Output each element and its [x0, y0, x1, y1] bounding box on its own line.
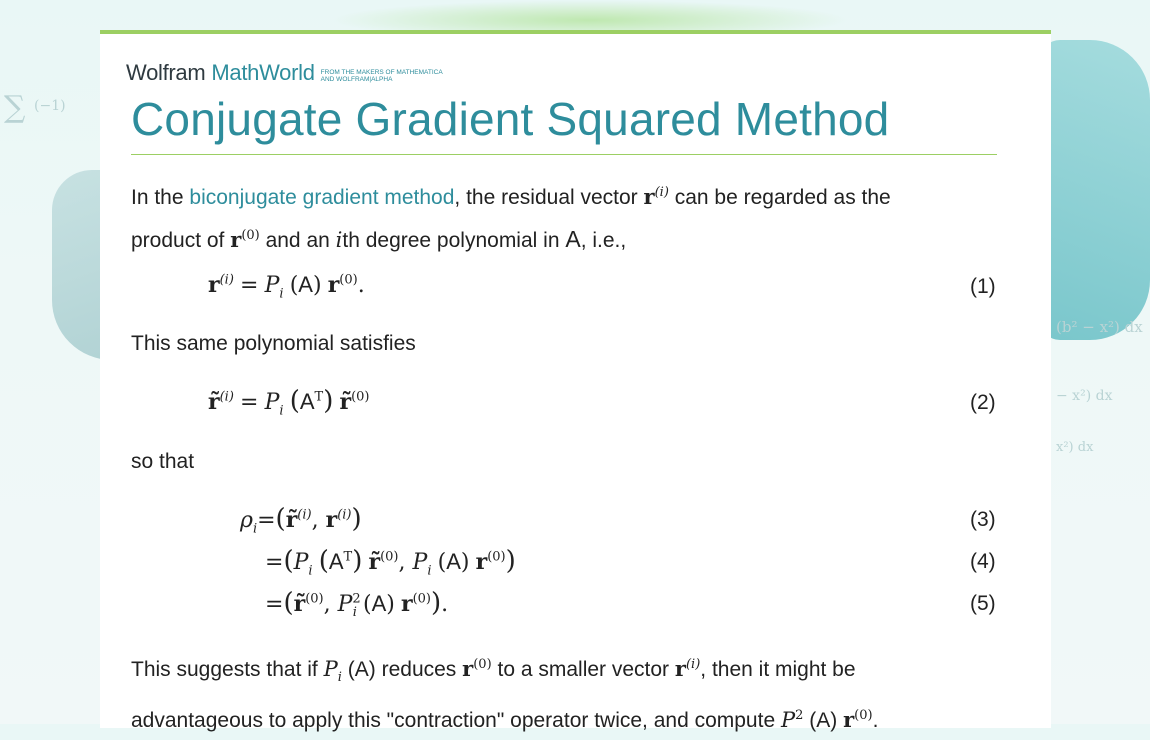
paren-open: (	[318, 546, 329, 576]
background-shape-right	[1040, 40, 1150, 340]
paren-close: )	[431, 588, 442, 618]
math-r-tilde: r̃	[339, 389, 352, 415]
background-formula-term: (−1)	[34, 98, 66, 114]
math-r: r	[475, 549, 488, 575]
math-A: A	[354, 658, 369, 681]
math-A: A	[298, 272, 313, 297]
link-biconjugate-gradient-method[interactable]: biconjugate gradient method	[189, 186, 455, 209]
math-A: A	[565, 226, 581, 252]
comma: ,	[398, 550, 413, 575]
equation-number-1: (1)	[970, 275, 996, 298]
math-sub-i: i	[427, 563, 432, 579]
paragraph-intro	[131, 174, 1011, 260]
title-divider	[131, 154, 997, 155]
math-r-tilde: r̃	[208, 389, 220, 415]
paren-open: (	[283, 546, 294, 576]
math-sup-i: (i)	[337, 507, 352, 523]
paren-close: )	[505, 546, 516, 576]
math-A: A	[446, 549, 461, 574]
paragraph-so-that: so that	[131, 450, 195, 473]
math-r: r	[325, 507, 338, 533]
contraction-text-6: .	[872, 709, 879, 733]
paren-close: )	[460, 550, 470, 575]
math-sup-0: (0)	[473, 657, 492, 672]
paren-open: (	[283, 588, 294, 618]
math-r: r	[401, 591, 413, 617]
math-P: P	[264, 390, 280, 415]
math-P: P	[264, 273, 280, 298]
equals-sign: =	[240, 273, 259, 298]
math-sub-i: i	[252, 521, 258, 537]
paren-open: (	[347, 658, 355, 681]
paragraph-polynomial: This same polynomial satisfies	[131, 332, 416, 355]
equation-3	[240, 504, 362, 536]
paren-open: (	[289, 386, 300, 416]
math-sup-0: (0)	[854, 708, 873, 724]
contraction-text-4: , then it might be	[700, 658, 856, 681]
math-A: A	[299, 389, 315, 414]
logo-tagline-line1: FROM THE MAKERS OF MATHEMATICA	[320, 69, 443, 76]
logo-tagline	[321, 69, 443, 83]
intro-text-5: and an	[259, 229, 336, 252]
math-A: A	[816, 709, 831, 733]
equation-5	[265, 588, 448, 620]
intro-text-4: product of	[131, 229, 231, 252]
period: .	[357, 273, 365, 298]
background-integral-1: (b² − x²) dx	[1056, 318, 1143, 336]
math-sub-i: i	[337, 670, 342, 686]
paren-open: (	[289, 273, 299, 298]
math-r: r	[674, 656, 686, 681]
equation-number-3: (3)	[970, 508, 996, 531]
equation-2	[208, 386, 370, 418]
paren-open: (	[437, 550, 447, 575]
intro-text-6: th degree polynomial in	[342, 229, 566, 252]
background-formula-sum: ∑	[4, 90, 26, 125]
math-sup-0: (0)	[241, 228, 260, 243]
math-P: P	[293, 550, 309, 575]
intro-text-3: can be regarded as the	[668, 186, 891, 209]
equals-sign: =	[265, 550, 284, 575]
logo-mathworld: MathWorld	[211, 60, 315, 85]
math-sub-i: i	[279, 286, 284, 302]
math-r: r	[208, 272, 220, 298]
math-P: P	[337, 592, 353, 617]
math-r: r	[230, 227, 242, 252]
paren-open: (	[363, 592, 372, 617]
math-i: i	[335, 228, 343, 252]
paren-close: )	[830, 709, 838, 733]
comma: ,	[323, 592, 338, 617]
math-sub-i: i	[279, 403, 284, 419]
math-r: r	[462, 656, 474, 681]
math-sup-i: (i)	[219, 272, 234, 288]
paren-close: )	[368, 658, 376, 681]
paren-close: )	[351, 504, 362, 534]
math-P: P	[780, 708, 796, 733]
contraction-text-5: advantageous to apply this "contraction" operator twice, and compute	[131, 709, 781, 733]
math-A: A	[371, 591, 387, 616]
math-r: r	[643, 184, 655, 209]
paren-open: (	[275, 504, 286, 534]
contraction-text-1: This suggests that if	[131, 658, 324, 681]
math-P: P	[412, 550, 428, 575]
math-sup-T: T	[343, 549, 353, 565]
math-sup-2: 2	[795, 708, 804, 724]
math-sup-i: (i)	[654, 185, 669, 200]
math-r-tilde: r̃	[285, 507, 298, 533]
equation-number-4: (4)	[970, 550, 996, 573]
math-sup-i: (i)	[685, 657, 701, 672]
paren-open: (	[809, 709, 817, 733]
equation-4	[265, 546, 516, 578]
math-sup-0: (0)	[339, 272, 358, 288]
contraction-text-3: to a smaller vector	[491, 658, 675, 681]
period: .	[441, 592, 449, 617]
math-A: A	[328, 549, 344, 574]
math-sup-0: (0)	[380, 549, 399, 565]
page-title: Conjugate Gradient Squared Method	[131, 93, 890, 145]
math-sup-i: (i)	[219, 389, 234, 405]
math-sup-2: 2	[352, 591, 361, 607]
equals-sign: =	[240, 390, 259, 415]
paren-close: )	[312, 273, 322, 298]
math-rho: ρ	[240, 508, 253, 533]
equals-sign: =	[257, 508, 276, 533]
comma: ,	[311, 508, 326, 533]
math-r: r	[327, 272, 340, 298]
math-sup-0: (0)	[305, 591, 324, 607]
contraction-text-2: reduces	[375, 658, 463, 681]
background-integral-3: x²) dx	[1056, 440, 1094, 455]
equation-1	[208, 272, 365, 301]
math-sup-i: (i)	[297, 507, 312, 523]
background-integral-2: − x²) dx	[1056, 388, 1113, 404]
math-sub-i: i	[308, 563, 313, 579]
math-sup-0: (0)	[412, 591, 432, 607]
article-card	[100, 30, 1051, 733]
equals-sign: =	[265, 592, 284, 617]
paragraph-contraction	[131, 646, 1011, 740]
intro-text-1: In the	[131, 186, 190, 209]
paren-close: )	[352, 546, 363, 576]
intro-text-2: , the residual vector	[454, 186, 644, 209]
math-sup-T: T	[314, 389, 324, 405]
intro-text-7: , i.e.,	[580, 229, 627, 252]
paren-close: )	[323, 386, 334, 416]
logo-tagline-line2: AND WOLFRAM|ALPHA	[320, 76, 393, 83]
math-r-tilde: r̃	[368, 549, 381, 575]
site-logo[interactable]	[126, 60, 443, 86]
math-r-tilde: r̃	[293, 591, 306, 617]
math-P: P	[323, 657, 338, 681]
math-sub-i: i	[352, 605, 357, 621]
equation-number-2: (2)	[970, 391, 996, 414]
math-sup-0: (0)	[487, 549, 506, 565]
math-sup-0: (0)	[351, 389, 370, 405]
math-r: r	[843, 707, 855, 733]
paren-close: )	[386, 592, 395, 617]
equation-number-5: (5)	[970, 592, 996, 615]
logo-wolfram: Wolfram	[126, 60, 206, 85]
